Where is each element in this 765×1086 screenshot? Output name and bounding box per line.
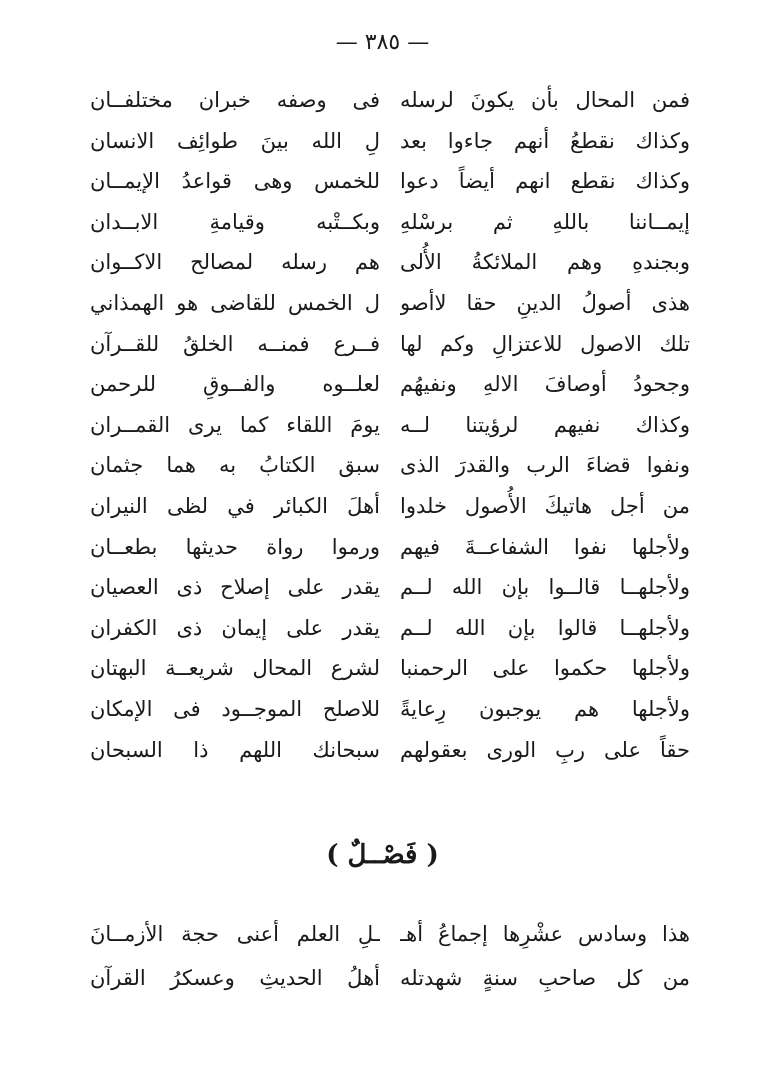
verse-line — [90, 486, 690, 527]
verse-second-hemistich: لشرع المحال شريعــة البهتان — [90, 656, 380, 681]
verse-second-hemistich: ـلِ العلم أعنى حجة الأزمــانَ — [90, 922, 380, 946]
verse-second-hemistich: للخمس وهى قواعدُ الإيمــان — [90, 169, 380, 194]
verse-line — [90, 202, 690, 243]
verse-line — [90, 527, 690, 568]
verse-line — [90, 956, 690, 1000]
verse-second-hemistich: فى وصفه خبران مختلفــان — [90, 88, 380, 112]
verse-first-hemistich: هذا وسادس عشْرِها إجماعُ أهـ — [400, 922, 690, 946]
verse-line — [90, 730, 690, 771]
poem-verses — [90, 80, 690, 770]
verse-second-hemistich: وبكــتْبه وقيامةِ الابــدان — [90, 209, 380, 234]
verse-first-hemistich: حقاً على ربِ الورى بعقولهم — [400, 737, 690, 762]
verse-line — [90, 567, 690, 608]
verse-line — [90, 608, 690, 649]
verse-first-hemistich: وكذاك نقطعُ أنهم جاءوا بعد — [400, 128, 690, 153]
verse-first-hemistich: وجحودُ أوصافَ الالهِ ونفيهُم — [400, 372, 690, 397]
verse-first-hemistich: إيمــاننا باللهِ ثم برسْلهِ — [400, 209, 690, 234]
verse-second-hemistich: لِ الله بينَ طوائِف الانسان — [90, 128, 380, 153]
verse-first-hemistich: من أجل هاتيكَ الأُصول خلدوا — [400, 493, 690, 518]
verse-line — [90, 324, 690, 365]
verse-line — [90, 161, 690, 202]
verse-second-hemistich: سبق الكتابُ به هما جثمان — [90, 453, 380, 478]
verse-first-hemistich: فمن المحال بأن يكونَ لرسله — [400, 88, 690, 112]
verse-first-hemistich: ولأجلها نفوا الشفاعــةَ فيهم — [400, 534, 690, 559]
verse-first-hemistich: من كل صاحبِ سنةٍ شهدتله — [400, 966, 690, 990]
verse-first-hemistich: هذى أصولُ الدينِ حقا لاأصو — [400, 290, 690, 315]
verse-second-hemistich: هم رسله لمصالح الاكــوان — [90, 250, 380, 275]
verse-first-hemistich: تلك الاصول للاعتزالِ وكم لها — [400, 331, 690, 356]
verse-first-hemistich: ولأجلها هم يوجبون رِعايةً — [400, 696, 690, 721]
verse-line — [90, 405, 690, 446]
verse-line — [90, 242, 690, 283]
page-number: — ٣٨٥ — — [335, 30, 430, 55]
verse-line — [90, 80, 690, 121]
verse-second-hemistich: أهلُ الحديثِ وعسكرُ القرآن — [90, 966, 380, 990]
verse-line — [90, 283, 690, 324]
section-verses — [90, 912, 690, 1000]
verse-line — [90, 689, 690, 730]
verse-first-hemistich: ونفوا قضاءَ الرب والقدرَ الذى — [400, 453, 690, 478]
verse-first-hemistich: وبجندهِ وهم الملائكةُ الأُلى — [400, 250, 690, 275]
verse-second-hemistich: أهلَ الكبائر في لظى النيران — [90, 493, 380, 518]
verse-first-hemistich: وكذاك نقطع انهم أيضاً دعوا — [400, 169, 690, 194]
verse-line — [90, 445, 690, 486]
verse-first-hemistich: وكذاك نفيهم لرؤيتنا لــه — [400, 412, 690, 437]
verse-line — [90, 648, 690, 689]
verse-first-hemistich: ولأجلهــا قالــوا بإن الله لــم — [400, 575, 690, 600]
verse-line — [90, 364, 690, 405]
verse-first-hemistich: ولأجلها حكموا على الرحمنبا — [400, 656, 690, 681]
verse-second-hemistich: ل الخمس للقاضى هو الهمذاني — [90, 290, 380, 315]
verse-second-hemistich: يقدر على إيمان ذى الكفران — [90, 615, 380, 640]
section-title: ( فَصْــلٌ ) — [326, 840, 439, 870]
verse-second-hemistich: فــرع فمنــه الخلقُ للقــرآن — [90, 331, 380, 356]
verse-second-hemistich: ورموا رواة حديثها بطعــان — [90, 534, 380, 559]
verse-second-hemistich: للاصلح الموجــود فى الإمكان — [90, 696, 380, 721]
verse-second-hemistich: لعلــوه والفــوقِ للرحمن — [90, 372, 380, 397]
verse-second-hemistich: يقدر على إصلاح ذى العصيان — [90, 575, 380, 600]
verse-second-hemistich: سبحانك اللهم ذا السبحان — [90, 737, 380, 762]
verse-first-hemistich: ولأجلهــا قالوا بإن الله لــم — [400, 615, 690, 640]
verse-line — [90, 121, 690, 162]
verse-line — [90, 912, 690, 956]
verse-second-hemistich: يومَ اللقاء كما يرى القمــران — [90, 412, 380, 437]
